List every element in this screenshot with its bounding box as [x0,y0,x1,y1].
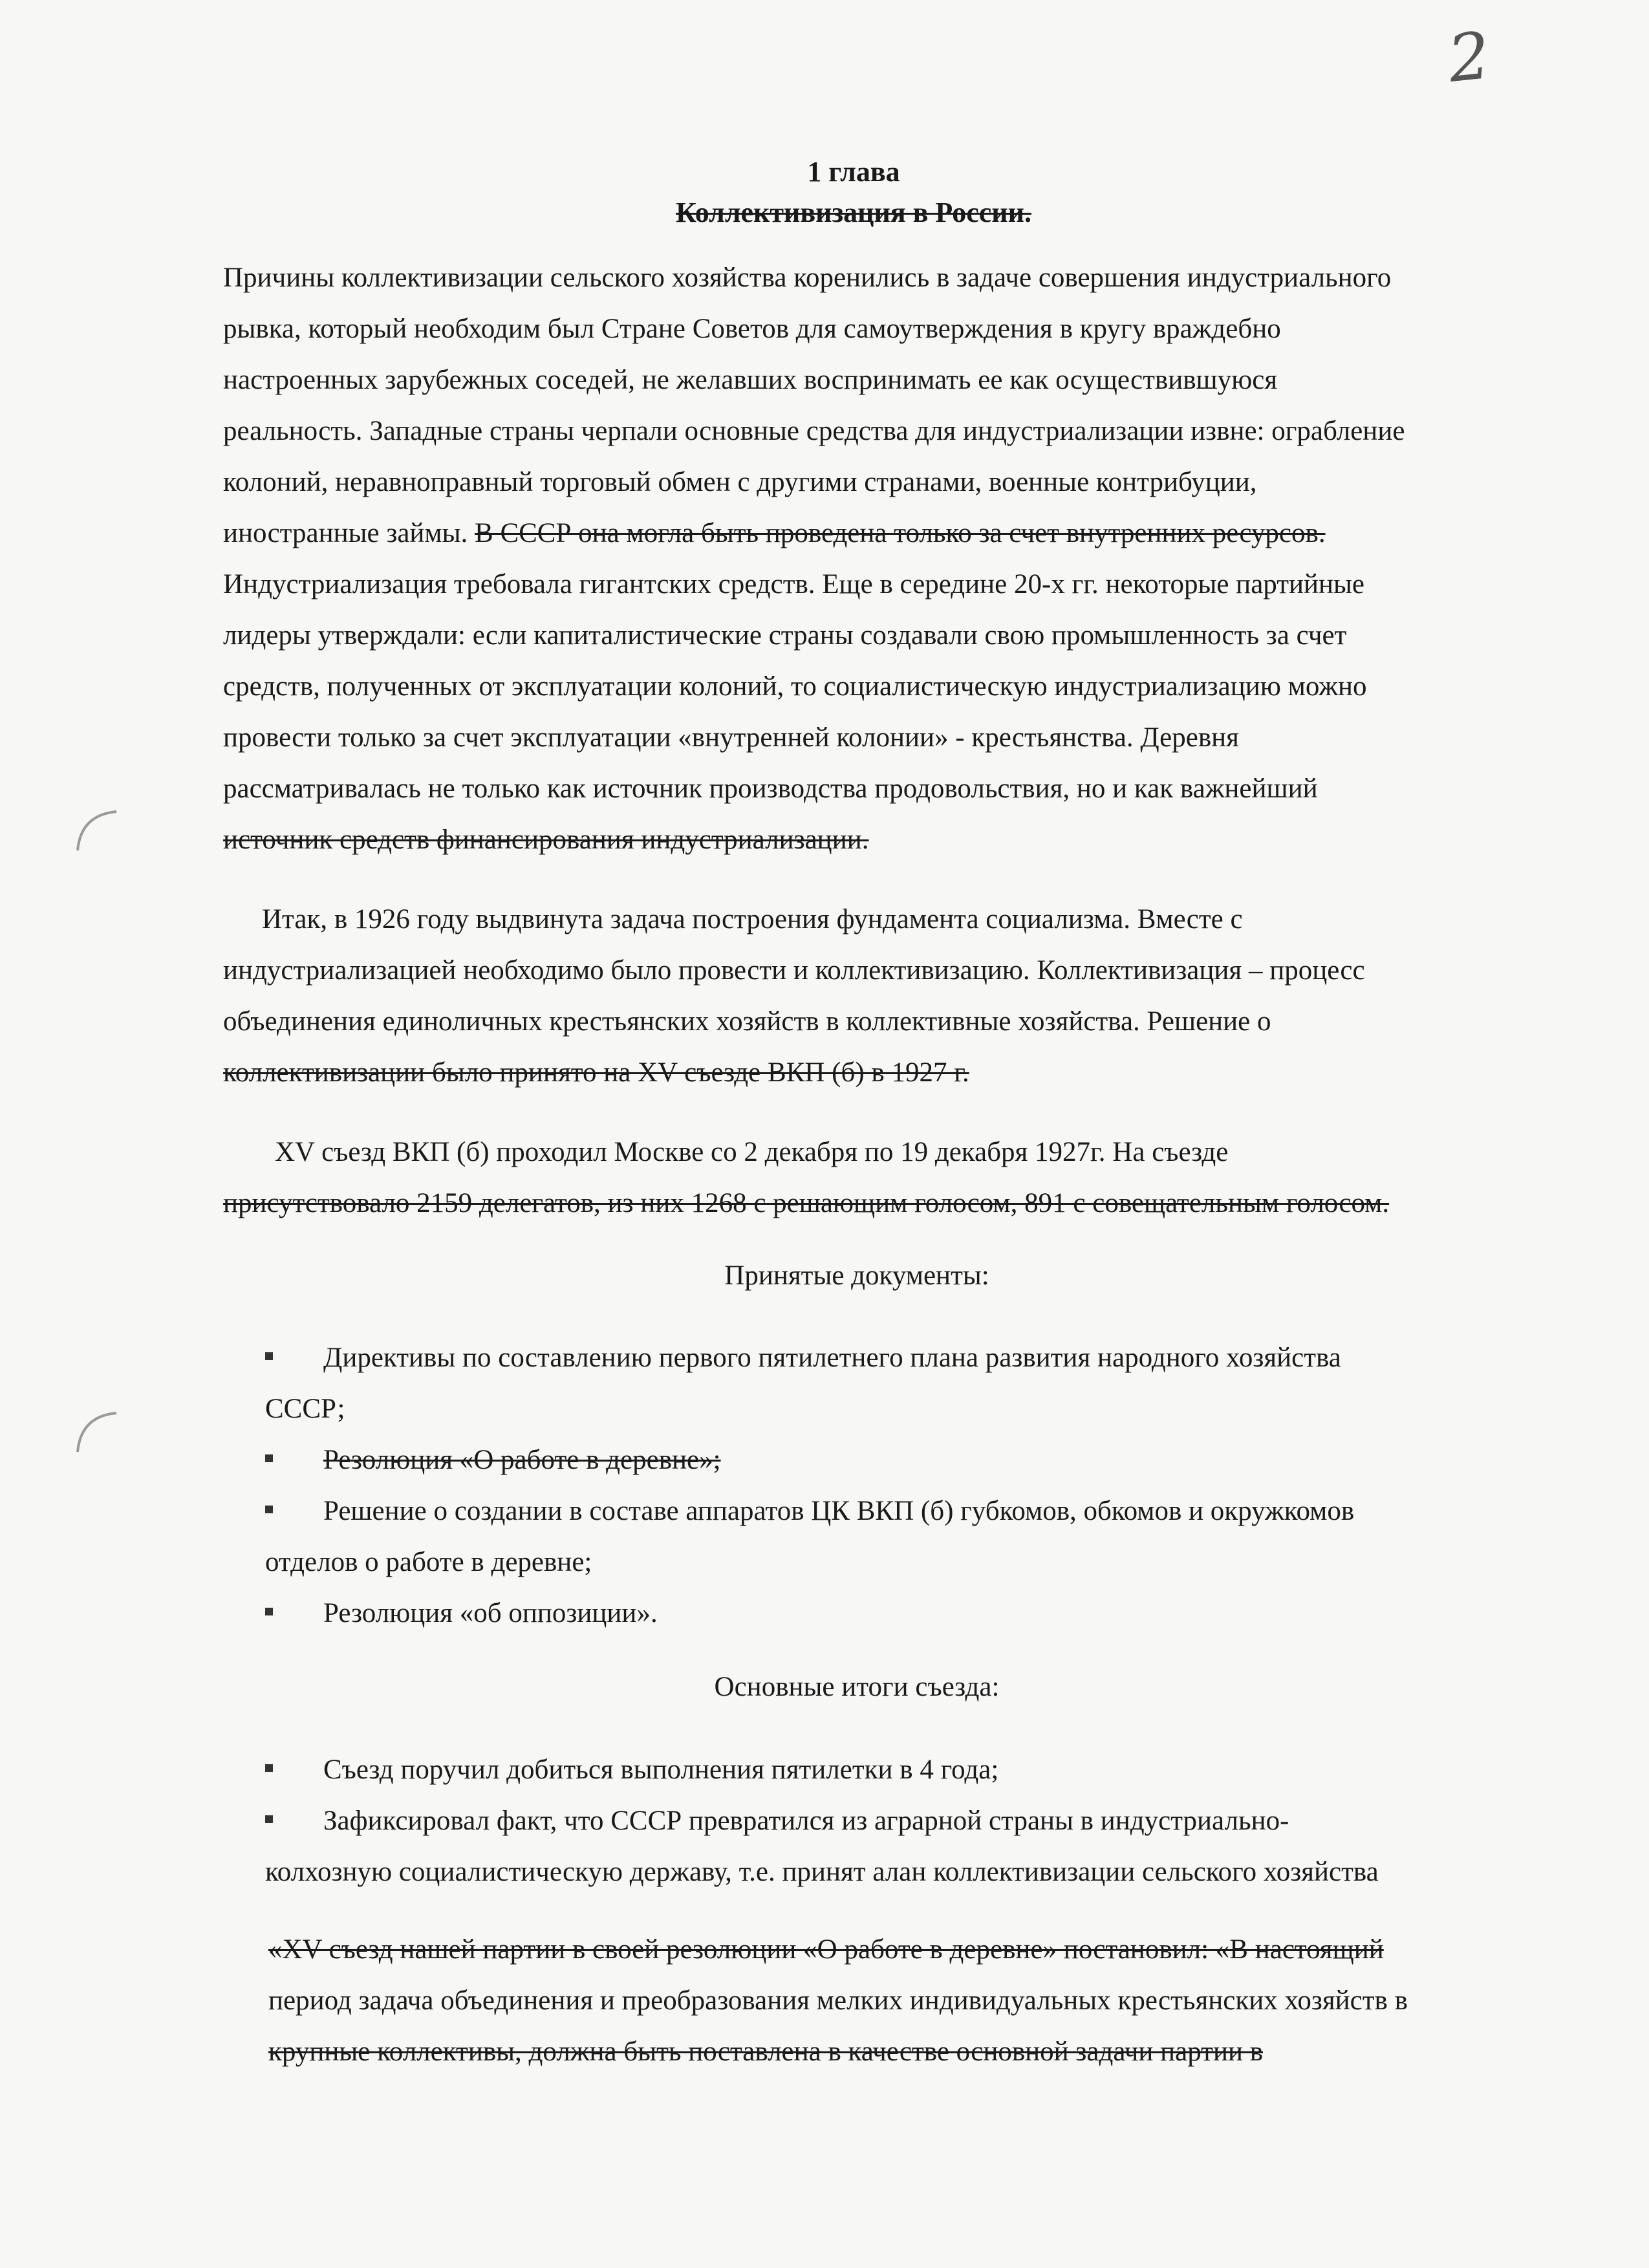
text-line [223,508,1542,559]
text-line: Итак, в 1926 году выдвинута задача построения фундамента социализма. Вместе с [262,904,1243,934]
text-line: колоний, неравноправный торговый обмен с другими странами, военные контрибуции, [223,467,1257,497]
text-line: «XV съезд нашей партии в своей резолюции «О работе в деревне» постановил: «В настоящий [268,1934,1384,1965]
text-segment: иностранные займы. [223,518,475,548]
documents-list [265,1332,1546,1639]
paragraph-3 [223,1127,1542,1229]
text-line: объединения единоличных крестьянских хозяйств в коллективные хозяйства. Решение о [223,1006,1271,1037]
list-item [265,1332,1546,1434]
text-line: рассматривалась не только как источник производства продовольствия, но и как важнейший [223,773,1318,804]
text-line: крупные коллективы, должна быть поставлена в качестве основной задачи партии в [268,2036,1264,2067]
text-line: источник средств финансирования индустриализации. [223,825,869,855]
list-item [265,1434,1546,1485]
bullet-icon [265,1764,273,1772]
list-item-continuation: СССР; [265,1394,345,1424]
paragraph-1 [223,252,1542,865]
text-line: присутствовало 2159 делегатов, из них 1268 с решающим голосом, 891 с совещательным голосом. [223,1188,1390,1218]
bullet-icon [265,1454,273,1462]
text-line: провести только за счет эксплуатации «внутренней колонии» - крестьянства. Деревня [223,722,1239,753]
list-item [265,1795,1546,1897]
punch-hole-mark [71,1407,129,1465]
text-line: период задача объединения и преобразования мелких индивидуальных крестьянских хозяйств в [268,1985,1408,2016]
section-heading-results: Основные итоги съезда: [714,1672,1000,1702]
bullet-icon [265,1352,273,1360]
text-line: Индустриализация требовала гигантских средств. Еще в середине 20-х гг. некоторые партийные [223,569,1365,599]
text-line: рывка, который необходим был Стране Советов для самоутверждения в кругу враждебно [223,314,1281,344]
list-item-continuation: отделов о работе в деревне; [265,1547,592,1577]
struck-text-segment: В СССР она могла быть проведена только за счет внутренних ресурсов. [475,518,1326,548]
list-item-text: Резолюция «О работе в деревне»; [323,1445,721,1475]
text-line: Причины коллективизации сельского хозяйства коренились в задаче совершения индустриального [223,263,1392,293]
bullet-icon [265,1815,273,1823]
list-item-text: Директивы по составлению первого пятилетнего плана развития народного хозяйства [323,1343,1341,1373]
punch-hole-mark [71,805,129,863]
list-item-text: Зафиксировал факт, что СССР превратился из аграрной страны в индустриально- [323,1806,1289,1836]
paragraph-4 [268,1924,1542,2077]
results-list [265,1744,1546,1897]
paragraph-2 [223,894,1542,1098]
text-line: коллективизации было принято на XV съезде ВКП (б) в 1927 г. [223,1057,969,1088]
page-number: 2 [1445,17,1494,98]
chapter-title: 1 глава [807,156,900,188]
list-item-text: Съезд поручил добиться выполнения пятилетки в 4 года; [323,1755,999,1785]
list-item [265,1744,1546,1795]
text-line: лидеры утверждали: если капиталистические страны создавали свою промышленность за счет [223,620,1347,651]
bullet-icon [265,1608,273,1615]
text-line: индустриализацией необходимо было провести и коллективизацию. Коллективизация – процесс [223,955,1365,986]
list-item-text: Резолюция «об оппозиции». [323,1598,658,1628]
list-item [265,1485,1546,1588]
list-item-continuation: колхозную социалистическую державу, т.е. принят алан коллективизации сельского хозяйства [265,1857,1379,1887]
list-item-text: Решение о создании в составе аппаратов ЦК ВКП (б) губкомов, обкомов и окружкомов [323,1496,1355,1526]
text-line: средств, полученных от эксплуатации колоний, то социалистическую индустриализацию можно [223,671,1367,702]
bullet-icon [265,1506,273,1513]
text-line: реальность. Западные страны черпали основные средства для индустриализации извне: ограбление [223,416,1405,446]
text-line: XV съезд ВКП (б) проходил Москве со 2 декабря по 19 декабря 1927г. На съезде [275,1137,1229,1167]
section-heading-documents: Принятые документы: [724,1260,989,1291]
list-item [265,1588,1546,1639]
text-line: настроенных зарубежных соседей, не желавших воспринимать ее как осуществившуюся [223,365,1278,395]
chapter-subtitle: Коллективизация в России. [676,197,1031,228]
